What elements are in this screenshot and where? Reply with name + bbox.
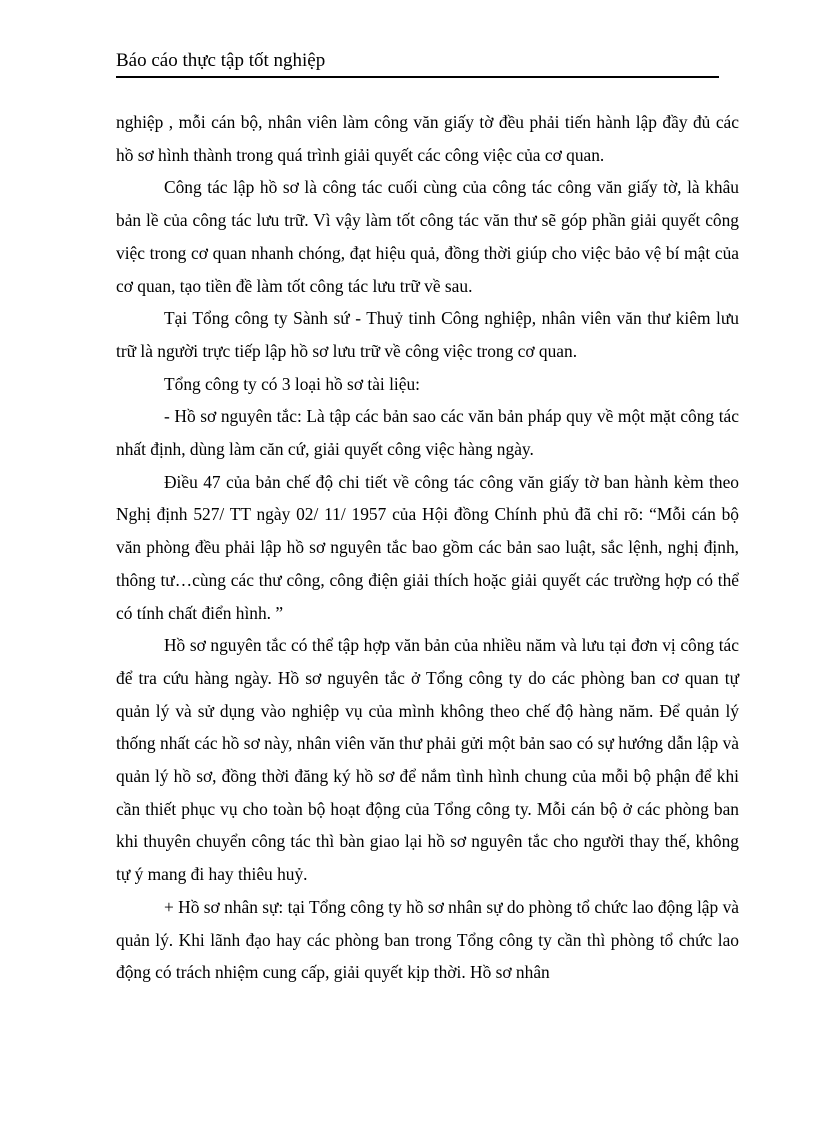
paragraph-principle-records: - Hồ sơ nguyên tắc: Là tập các bản sao các văn bản pháp quy về một mặt công tác nhất định, dùng làm căn cứ, giải quyết công việc hàng ngày. (116, 406, 739, 460)
paragraph-record-types-intro: Tổng công ty có 3 loại hồ sơ tài liệu: (164, 373, 421, 394)
paragraph-article-47: Điều 47 của bản chế độ chi tiết về công tác công văn giấy tờ ban hành kèm theo Nghị định 527/ TT ngày 02/ 11/ 1957 của Hội đồng Chính phủ đã chỉ rõ: “Mỗi cán bộ văn phòng đều phải lập hồ sơ nguyên tắc bao gồm các bản sao luật, sắc lệnh, nghị định, thông tư…cùng các thư công, công điện giải thích hoặc giải quyết các trường hợp có thể có tính chất điển hình. ” (116, 471, 739, 623)
paragraph-principle-records-management: Hồ sơ nguyên tắc có thể tập hợp văn bản của nhiều năm và lưu tại đơn vị công tác để tra cứu hàng ngày. Hồ sơ nguyên tắc ở Tổng công ty do các phòng ban cơ quan tự quản lý và sử dụng vào nghiệp vụ của mình không theo chế độ hàng năm. Để quản lý thống nhất các hồ sơ này, nhân viên văn thư phải gửi một bản sao có sự hướng dẫn lập và quản lý hồ sơ, đồng thời đăng ký hồ sơ để nắm tình hình chung của mỗi bộ phận để khi cần thiết phục vụ cho toàn bộ hoạt động của Tổng công ty. Mỗi cán bộ ở các phòng ban khi thuyên chuyển công tác thì bàn giao lại hồ sơ nguyên tắc cho người thay thế, không tự ý mang đi hay thiêu huỷ. (116, 635, 739, 885)
paragraph-company-archivist: Tại Tổng công ty Sành sứ - Thuỷ tinh Công nghiệp, nhân viên văn thư kiêm lưu trữ là người trực tiếp lập hồ sơ lưu trữ về công việc trong cơ quan. (116, 308, 739, 361)
page-header (116, 46, 719, 78)
document-body (116, 106, 739, 989)
paragraph-record-keeping: Công tác lập hồ sơ là công tác cuối cùng của công tác công văn giấy tờ, là khâu bản lề của công tác lưu trữ. Vì vậy làm tốt công tác văn thư sẽ góp phần giải quyết công việc trong cơ quan nhanh chóng, đạt hiệu quả, đồng thời giúp cho việc bảo vệ bí mật của cơ quan, tạo tiền đề làm tốt công tác lưu trữ về sau. (116, 177, 739, 296)
header-title: Báo cáo thực tập tốt nghiệp (116, 50, 326, 71)
paragraph-continuation: nghiệp , mỗi cán bộ, nhân viên làm công văn giấy tờ đều phải tiến hành lập đầy đủ các hồ sơ hình thành trong quá trình giải quyết các công việc của cơ quan. (116, 112, 739, 165)
paragraph-personnel-records: + Hồ sơ nhân sự: tại Tổng công ty hồ sơ nhân sự do phòng tổ chức lao động lập và quản lý. Khi lãnh đạo hay các phòng ban trong Tổng công ty cần thì phòng tổ chức lao động có trách nhiệm cung cấp, giải quyết kịp thời. Hồ sơ nhân (116, 896, 739, 983)
